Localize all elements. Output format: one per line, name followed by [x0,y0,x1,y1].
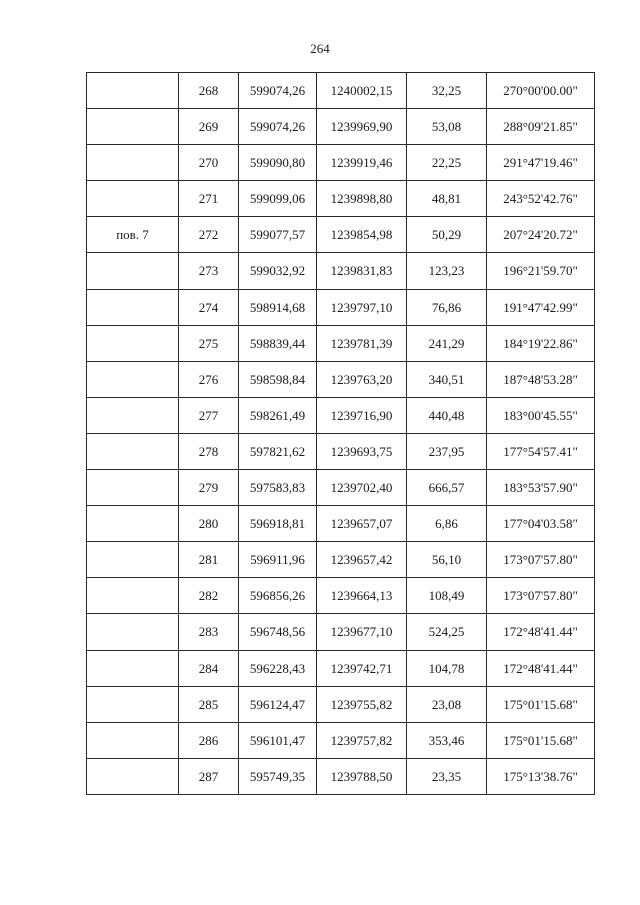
x-coordinate-cell: 596911,96 [239,542,317,578]
row-label-cell [87,722,179,758]
length-cell: 666,57 [407,470,487,506]
coordinates-table [86,72,595,795]
length-cell: 6,86 [407,506,487,542]
x-coordinate-cell: 596101,47 [239,722,317,758]
point-number-cell: 272 [179,217,239,253]
point-number-cell: 276 [179,361,239,397]
x-coordinate-cell: 599074,26 [239,109,317,145]
angle-cell: 288°09'21.85" [487,109,595,145]
x-coordinate-cell: 599090,80 [239,145,317,181]
row-label-cell [87,73,179,109]
point-number-cell: 284 [179,650,239,686]
row-label-cell [87,253,179,289]
point-number-cell: 282 [179,578,239,614]
point-number-cell: 281 [179,542,239,578]
x-coordinate-cell: 598839,44 [239,325,317,361]
point-number-cell: 270 [179,145,239,181]
angle-cell: 187°48'53.28" [487,361,595,397]
x-coordinate-cell: 599077,57 [239,217,317,253]
table-row [87,109,595,145]
angle-cell: 196°21'59.70" [487,253,595,289]
x-coordinate-cell: 597821,62 [239,433,317,469]
table-row [87,289,595,325]
y-coordinate-cell: 1239693,75 [317,433,407,469]
row-label-cell [87,433,179,469]
length-cell: 340,51 [407,361,487,397]
angle-cell: 173°07'57.80" [487,578,595,614]
y-coordinate-cell: 1239657,07 [317,506,407,542]
y-coordinate-cell: 1239969,90 [317,109,407,145]
length-cell: 50,29 [407,217,487,253]
x-coordinate-cell: 595749,35 [239,758,317,794]
table-row [87,361,595,397]
x-coordinate-cell: 596124,47 [239,686,317,722]
length-cell: 48,81 [407,181,487,217]
length-cell: 23,35 [407,758,487,794]
row-label-cell [87,578,179,614]
y-coordinate-cell: 1239657,42 [317,542,407,578]
table-row [87,506,595,542]
length-cell: 237,95 [407,433,487,469]
point-number-cell: 271 [179,181,239,217]
length-cell: 76,86 [407,289,487,325]
table-row [87,181,595,217]
y-coordinate-cell: 1239702,40 [317,470,407,506]
x-coordinate-cell: 596748,56 [239,614,317,650]
length-cell: 23,08 [407,686,487,722]
row-label-cell [87,289,179,325]
point-number-cell: 269 [179,109,239,145]
table-row [87,253,595,289]
row-label-cell [87,397,179,433]
point-number-cell: 279 [179,470,239,506]
row-label-cell [87,361,179,397]
y-coordinate-cell: 1239797,10 [317,289,407,325]
y-coordinate-cell: 1239788,50 [317,758,407,794]
length-cell: 22,25 [407,145,487,181]
angle-cell: 184°19'22.86" [487,325,595,361]
angle-cell: 270°00'00.00" [487,73,595,109]
table-row [87,614,595,650]
angle-cell: 175°13'38.76" [487,758,595,794]
y-coordinate-cell: 1239898,80 [317,181,407,217]
y-coordinate-cell: 1239763,20 [317,361,407,397]
page-number: 264 [310,41,330,56]
y-coordinate-cell: 1239755,82 [317,686,407,722]
table-body [87,73,595,795]
table-row [87,758,595,794]
angle-cell: 177°04'03.58" [487,506,595,542]
length-cell: 104,78 [407,650,487,686]
table-row [87,722,595,758]
y-coordinate-cell: 1239831,83 [317,253,407,289]
row-label-cell [87,325,179,361]
length-cell: 123,23 [407,253,487,289]
table-row [87,145,595,181]
row-label-cell [87,506,179,542]
point-number-cell: 283 [179,614,239,650]
y-coordinate-cell: 1239781,39 [317,325,407,361]
x-coordinate-cell: 598261,49 [239,397,317,433]
x-coordinate-cell: 596856,26 [239,578,317,614]
y-coordinate-cell: 1239919,46 [317,145,407,181]
table-row [87,578,595,614]
row-label-cell [87,650,179,686]
row-label-cell [87,686,179,722]
y-coordinate-cell: 1239677,10 [317,614,407,650]
angle-cell: 183°53'57.90" [487,470,595,506]
length-cell: 53,08 [407,109,487,145]
x-coordinate-cell: 596918,81 [239,506,317,542]
row-label-cell [87,109,179,145]
angle-cell: 243°52'42.76" [487,181,595,217]
table-row [87,686,595,722]
point-number-cell: 278 [179,433,239,469]
table-row [87,397,595,433]
angle-cell: 172°48'41.44" [487,650,595,686]
point-number-cell: 286 [179,722,239,758]
point-number-cell: 287 [179,758,239,794]
row-label-cell [87,758,179,794]
point-number-cell: 280 [179,506,239,542]
length-cell: 32,25 [407,73,487,109]
table-row [87,217,595,253]
table-row [87,325,595,361]
angle-cell: 175°01'15.68" [487,686,595,722]
angle-cell: 173°07'57.80" [487,542,595,578]
length-cell: 56,10 [407,542,487,578]
angle-cell: 191°47'42.99" [487,289,595,325]
table-row [87,650,595,686]
x-coordinate-cell: 598914,68 [239,289,317,325]
length-cell: 353,46 [407,722,487,758]
point-number-cell: 273 [179,253,239,289]
row-label-cell: пов. 7 [87,217,179,253]
angle-cell: 175°01'15.68" [487,722,595,758]
x-coordinate-cell: 599032,92 [239,253,317,289]
length-cell: 440,48 [407,397,487,433]
row-label-cell [87,181,179,217]
angle-cell: 177°54'57.41" [487,433,595,469]
length-cell: 241,29 [407,325,487,361]
x-coordinate-cell: 599074,26 [239,73,317,109]
row-label-cell [87,614,179,650]
angle-cell: 207°24'20.72" [487,217,595,253]
y-coordinate-cell: 1239742,71 [317,650,407,686]
row-label-cell [87,470,179,506]
row-label-cell [87,145,179,181]
angle-cell: 291°47'19.46" [487,145,595,181]
y-coordinate-cell: 1239854,98 [317,217,407,253]
point-number-cell: 274 [179,289,239,325]
length-cell: 108,49 [407,578,487,614]
x-coordinate-cell: 597583,83 [239,470,317,506]
point-number-cell: 277 [179,397,239,433]
point-number-cell: 285 [179,686,239,722]
x-coordinate-cell: 598598,84 [239,361,317,397]
table-row [87,542,595,578]
point-number-cell: 268 [179,73,239,109]
table-row [87,470,595,506]
y-coordinate-cell: 1239664,13 [317,578,407,614]
x-coordinate-cell: 599099,06 [239,181,317,217]
x-coordinate-cell: 596228,43 [239,650,317,686]
length-cell: 524,25 [407,614,487,650]
table-row [87,73,595,109]
y-coordinate-cell: 1239757,82 [317,722,407,758]
point-number-cell: 275 [179,325,239,361]
angle-cell: 183°00'45.55" [487,397,595,433]
y-coordinate-cell: 1239716,90 [317,397,407,433]
angle-cell: 172°48'41.44" [487,614,595,650]
row-label-cell [87,542,179,578]
table-row [87,433,595,469]
y-coordinate-cell: 1240002,15 [317,73,407,109]
